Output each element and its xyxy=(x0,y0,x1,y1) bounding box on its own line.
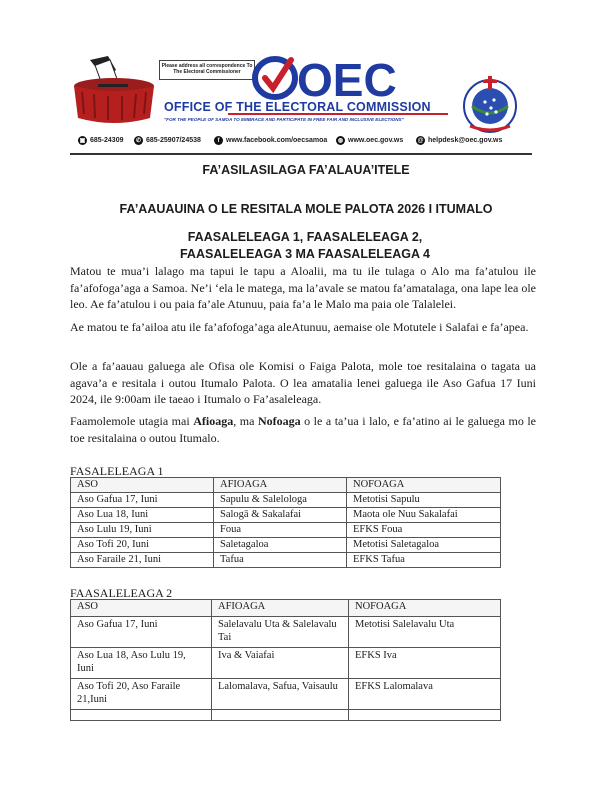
office-name: OFFICE OF THE ELECTORAL COMMISSION xyxy=(164,100,431,114)
paragraph-registration: Ole a fa’aauau galuega ale Ofisa ole Komisi o Faiga Palota, mole toe resitalaina o tagata ua agava’a e resitala i outou Itumalo Palota. O lea amatalia lenei galuega ile Aso Gafua 17 Iuni 2024, ile 9:00am ile taeao i Itumalo o Fa’asaleleaga. xyxy=(70,359,536,406)
cell-nofoaga: Metotisi Sapulu xyxy=(347,493,501,508)
contact-facebook[interactable] xyxy=(214,136,327,145)
table-row xyxy=(71,493,501,508)
contact-phone xyxy=(134,136,201,145)
samoa-coat-of-arms-icon xyxy=(458,72,522,136)
email-icon: @ xyxy=(417,137,424,144)
table-row xyxy=(71,508,501,523)
contact-bar xyxy=(72,136,532,150)
cell-afioaga: Saletagaloa xyxy=(214,538,347,553)
instr-text-e: o le a ta’ua i lalo, e fa’atino ai le galuega mo le toe resitalaina o outou Itumalo. xyxy=(70,414,536,445)
schedule-table-1 xyxy=(70,477,501,568)
contact-website[interactable] xyxy=(336,136,403,145)
instr-text-c: , ma xyxy=(233,414,258,428)
cell-empty xyxy=(212,710,349,721)
cell-afioaga: Foua xyxy=(214,523,347,538)
table-row xyxy=(71,553,501,568)
cell-empty xyxy=(71,710,212,721)
cell-nofoaga: EFKS Lalomalava xyxy=(349,679,501,710)
col-nofoaga: NOFOAGA xyxy=(347,478,501,493)
col-afioaga: AFIOAGA xyxy=(214,478,347,493)
table-row xyxy=(71,648,501,679)
contact-fax xyxy=(78,136,123,145)
cell-afioaga: Tafua xyxy=(214,553,347,568)
instr-afioaga: Afioaga xyxy=(193,414,234,428)
cell-aso: Aso Lua 18, Aso Lulu 19, Iuni xyxy=(71,648,212,679)
cell-afioaga: Salogā & Sakalafai xyxy=(214,508,347,523)
table-row xyxy=(71,679,501,710)
paragraph-announcement: Ae matou te fa’ailoa atu ile fa’afofoga’aga aleAtunuu, aemaise ole Motutele i Salafai e fa’apea. xyxy=(70,320,529,334)
cell-aso: Aso Gafua 17, Iuni xyxy=(71,493,214,508)
globe-icon: ◍ xyxy=(337,137,344,144)
ballot-box-icon xyxy=(68,56,160,128)
cell-aso: Aso Tofi 20, Aso Faraile 21,Iuni xyxy=(71,679,212,710)
table-header-row xyxy=(71,600,501,617)
cell-aso: Aso Faraile 21, Iuni xyxy=(71,553,214,568)
table-header-row xyxy=(71,478,501,493)
cell-empty xyxy=(349,710,501,721)
phone-icon: ✆ xyxy=(135,137,142,144)
cell-nofoaga: EFKS Foua xyxy=(347,523,501,538)
oec-logo xyxy=(251,52,401,102)
cell-nofoaga: Metotisi Saletagaloa xyxy=(347,538,501,553)
paragraph-greeting: Matou te mua’i lalago ma tapui le tapu a Aloalii, ma tu ile tulaga o Alo ma fa’atulou ile fa’afofoga’aga a Samoa. Ne’i ‘ela le matega, ma la’avale se matou fa’amatalaga, ona lape lea ole leo. Ae fa’atulou i ou paia fa’ale Atunuu, paia fa’a le Malo ma paia ole Talalelei. xyxy=(70,264,536,311)
cell-nofoaga: Metotisi Salelavalu Uta xyxy=(349,617,501,648)
cell-aso: Aso Lua 18, Iuni xyxy=(71,508,214,523)
address-note: Please address all correspondence To The Electoral Commissioner xyxy=(159,60,255,80)
districts-heading: FAASALELEAGA 1, FAASALELEAGA 2, FAASALELEAGA 3 MA FAASALELEAGA 4 xyxy=(179,230,431,261)
table1-label: FASALELEAGA 1 xyxy=(70,464,164,478)
facebook-icon: f xyxy=(214,136,223,145)
col-aso: ASO xyxy=(71,600,212,617)
table-row xyxy=(71,617,501,648)
col-nofoaga: NOFOAGA xyxy=(349,600,501,617)
tagline: "FOR THE PEOPLE OF SAMOA TO EMBRACE AND PARTICIPATE IN FREE FAIR AND INCLUSIVE ELECTIONS" xyxy=(164,117,404,122)
col-afioaga: AFIOAGA xyxy=(212,600,349,617)
cell-afioaga: Lalomalava, Safua, Vaisaulu xyxy=(212,679,349,710)
contact-website-text[interactable]: www.oec.gov.ws xyxy=(348,137,404,144)
cell-nofoaga: Maota ole Nuu Sakalafai xyxy=(347,508,501,523)
instr-nofoaga: Nofoaga xyxy=(257,414,301,428)
contact-fax-text: 685-24309 xyxy=(90,137,124,144)
instr-text-a: Faamolemole utagia mai xyxy=(70,414,194,428)
table-row xyxy=(71,523,501,538)
contact-phone-text: 685-25907/24538 xyxy=(146,137,201,144)
cell-nofoaga: EFKS Tafua xyxy=(347,553,501,568)
letterhead xyxy=(68,50,526,146)
contact-email-text[interactable]: helpdesk@oec.gov.ws xyxy=(428,137,503,144)
cell-aso: Aso Gafua 17, Iuni xyxy=(71,617,212,648)
notice-subtitle: FA’AAUAUINA O LE RESITALA MOLE PALOTA 2026 I ITUMALO xyxy=(119,202,493,216)
notice-title: FA’ASILASILAGA FA’ALAUA’ITELE xyxy=(202,163,410,177)
fax-icon: ▣ xyxy=(79,137,86,144)
table-row-empty xyxy=(71,710,501,721)
cell-aso: Aso Tofi 20, Iuni xyxy=(71,538,214,553)
cell-aso: Aso Lulu 19, Iuni xyxy=(71,523,214,538)
paragraph-instructions xyxy=(70,413,536,446)
cell-afioaga: Iva & Vaiafai xyxy=(212,648,349,679)
table2-label: FAASALELEAGA 2 xyxy=(70,586,173,600)
contact-facebook-text[interactable]: www.facebook.com/oecsamoa xyxy=(226,137,328,144)
cell-afioaga: Salelavalu Uta & Salelavalu Tai xyxy=(212,617,349,648)
oec-logo-text: OEC xyxy=(297,54,397,102)
cell-afioaga: Sapulu & Salelologa xyxy=(214,493,347,508)
contact-email[interactable] xyxy=(416,136,502,145)
col-aso: ASO xyxy=(71,478,214,493)
cell-nofoaga: EFKS Iva xyxy=(349,648,501,679)
schedule-table-2 xyxy=(70,599,501,721)
letterhead-divider xyxy=(70,153,532,155)
table-row xyxy=(71,538,501,553)
